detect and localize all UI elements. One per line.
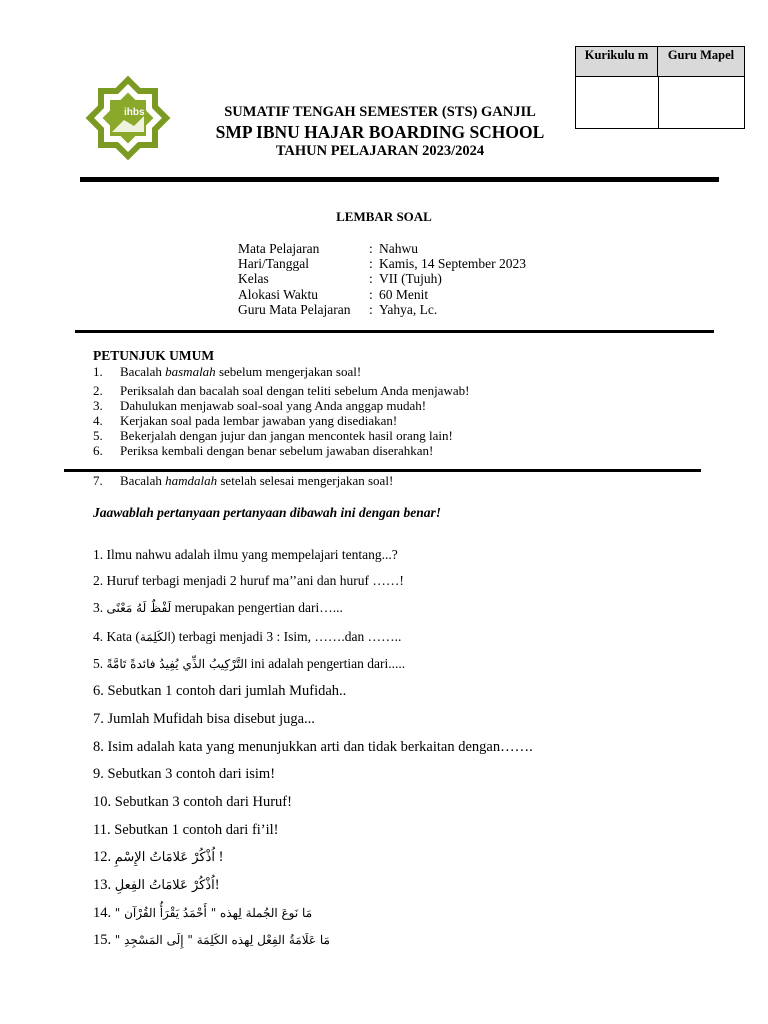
info-divider: [75, 330, 714, 333]
info-row: [238, 256, 526, 271]
page-title: LEMBAR SOAL: [336, 209, 432, 224]
question-14: 14. مَا نَوعَ الجُملة لِهذه " أَحْمَدُ يَقْرَأُ القُرْآن ": [93, 905, 313, 921]
question-10: 10. Sebutkan 3 contoh dari Huruf!: [93, 794, 292, 810]
signature-header-guru: Guru Mapel: [658, 47, 744, 77]
instruction-text: Periksalah dan bacalah soal dengan teliti sebelum Anda menjawab!: [120, 383, 470, 398]
signature-header-kurikulum: Kurikulu m: [576, 47, 658, 77]
instruction-item: [93, 413, 397, 429]
school-logo: [80, 75, 176, 161]
instructions-divider: [64, 469, 701, 472]
question-7: 7. Jumlah Mufidah bisa disebut juga...: [93, 711, 315, 727]
signature-divider: [658, 77, 659, 129]
question-2: 2. Huruf terbagi menjadi 2 huruf ma’’ani dan huruf ……!: [93, 573, 404, 588]
question-3: 3. لَفْظٌ لَهُ مَعْنًى merupakan pengertian dari…...: [93, 600, 343, 615]
info-label: Guru Mata Pelajaran: [238, 301, 351, 317]
question-5: 5. التَّرْكِيبُ الذِّي يُفِيدُ فائدةً تَامَّةً ini adalah pengertian dari.....: [93, 656, 406, 671]
instruction-text: Periksa kembali dengan benar sebelum jawaban diserahkan!: [120, 443, 434, 458]
academic-year: TAHUN PELAJARAN 2023/2024: [275, 143, 485, 159]
instruction-item: [93, 443, 433, 459]
instruction-item: [93, 383, 469, 399]
info-row: [238, 241, 526, 256]
answer-instruction: Jaawablah pertanyaan pertanyaan dibawah ini dengan benar!: [93, 505, 442, 520]
instruction-text: Bacalah basmalah sebelum mengerjakan soal!: [120, 364, 362, 379]
info-colon: :: [369, 256, 373, 272]
instruction-text: Bacalah hamdalah setelah selesai mengerjakan soal!: [120, 473, 394, 488]
question-4: 4. Kata (الكَلِمَة) terbagi menjadi 3 : Isim, …….dan ……..: [93, 629, 402, 644]
exam-title: SUMATIF TENGAH SEMESTER (STS) GANJIL: [224, 104, 536, 120]
instruction-number: 5.: [93, 428, 103, 443]
instruction-number: 1.: [93, 364, 103, 379]
instruction-text: Kerjakan soal pada lembar jawaban yang disediakan!: [120, 413, 398, 428]
instruction-item: [93, 364, 361, 380]
question-12: 12. اُذْكُرْ عَلامَاتُ الإِسْمِ !: [93, 849, 224, 865]
info-colon: :: [369, 286, 373, 302]
info-label: Mata Pelajaran: [238, 241, 320, 256]
info-row: [238, 287, 526, 302]
instruction-item: [93, 473, 393, 489]
info-label: Kelas: [238, 271, 269, 287]
info-row: [238, 271, 526, 286]
instructions-heading: PETUNJUK UMUM: [93, 348, 215, 363]
instruction-number: 4.: [93, 413, 103, 428]
school-name: SMP IBNU HAJAR BOARDING SCHOOL: [215, 122, 545, 142]
info-label: Alokasi Waktu: [238, 286, 319, 302]
question-8: 8. Isim adalah kata yang menunjukkan arti dan tidak berkaitan dengan…….: [93, 739, 533, 755]
signature-box: [575, 46, 745, 129]
instruction-number: 6.: [93, 443, 103, 458]
instruction-item: [93, 398, 426, 414]
question-9: 9. Sebutkan 3 contoh dari isim!: [93, 766, 276, 782]
header-divider: [80, 177, 719, 182]
instruction-item: [93, 428, 453, 444]
question-1: 1. Ilmu nahwu adalah ilmu yang mempelajari tentang...?: [93, 547, 398, 562]
instruction-text: Dahulukan menjawab soal-soal yang Anda anggap mudah!: [120, 398, 427, 413]
logo-text: ihbs: [124, 107, 145, 118]
info-value: 60 Menit: [379, 286, 429, 302]
question-13: 13. اُذْكُرْ عَلامَاتُ الفِعلِ!: [93, 877, 220, 893]
info-colon: :: [369, 241, 373, 256]
question-15: 15. مَا عَلَامَةُ الفِعْل لِهذه الكَلِمَة " إِلَى المَسْجِدِ ": [93, 932, 330, 948]
instruction-number: 7.: [93, 473, 103, 488]
exam-info: [238, 241, 526, 317]
info-value: VII (Tujuh): [379, 271, 442, 287]
info-value: Yahya, Lc.: [379, 301, 438, 317]
question-6: 6. Sebutkan 1 contoh dari jumlah Mufidah..: [93, 683, 347, 699]
info-label: Hari/Tanggal: [238, 256, 310, 272]
info-value: Nahwu: [379, 241, 418, 256]
info-value: Kamis, 14 September 2023: [379, 256, 526, 272]
info-row: [238, 302, 526, 317]
info-colon: :: [369, 271, 373, 287]
instruction-text: Bekerjalah dengan jujur dan jangan mencontek hasil orang lain!: [120, 428, 453, 443]
instruction-number: 3.: [93, 398, 103, 413]
instruction-number: 2.: [93, 383, 103, 398]
question-11: 11. Sebutkan 1 contoh dari fi’il!: [93, 822, 279, 838]
info-colon: :: [369, 301, 373, 317]
